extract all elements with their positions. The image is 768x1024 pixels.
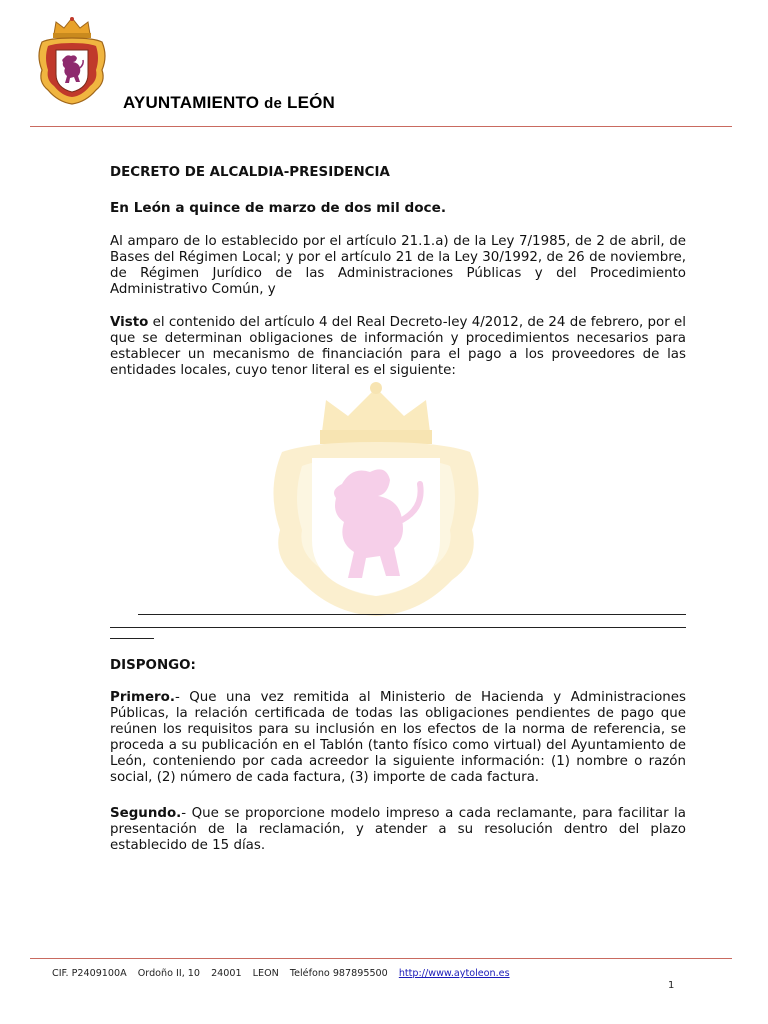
- visto-lead: Visto: [110, 315, 149, 330]
- org-name-city: LEÓN: [287, 93, 336, 112]
- org-name-de: de: [264, 95, 283, 112]
- segundo-text: - Que se proporcione modelo impreso a cada reclamante, para facilitar la presentación de la reclamación, y atender a su resolución dentro del plazo establecido de 15 días.: [110, 806, 686, 853]
- segundo-lead: Segundo.: [110, 806, 182, 821]
- footer-city: LEON: [252, 968, 279, 979]
- blank-line: [110, 627, 686, 628]
- decree-dateline: En León a quince de marzo de dos mil doce.: [110, 200, 447, 216]
- blank-line: [138, 614, 686, 615]
- primero-text: - Que una vez remitida al Ministerio de Hacienda y Administraciones Públicas, la relación certificada de todas las obligaciones pendientes de pago que reúnen los requisitos para su inclusión en los efectos de la norma de referencia, se proceda a su publicación en el Tablón (tanto físico como virtual) del Ayuntamiento de León, conteniendo por cada acreedor la siguiente información: (1) nombre o razón social, (2) número de cada factura, (3) importe de cada factura.: [110, 690, 686, 785]
- primero-lead: Primero.: [110, 690, 175, 705]
- primero-paragraph: [110, 690, 686, 786]
- header-divider: [30, 126, 732, 127]
- legal-basis-paragraph: Al amparo de lo establecido por el artículo 21.1.a) de la Ley 7/1985, de 2 de abril, de Bases del Régimen Local; y por el artículo 21 de la Ley 30/1992, de 26 de noviembre, de Régimen Jurídico de las Administraciones Públicas y del Procedimiento Administrativo Común, y: [110, 234, 686, 297]
- footer-divider: [30, 958, 732, 959]
- footer-website-link[interactable]: http://www.aytoleon.es: [398, 968, 510, 979]
- footer-cif: CIF. P2409100A: [52, 968, 127, 979]
- footer: [52, 968, 510, 979]
- visto-paragraph: [110, 315, 686, 379]
- page-number: 1: [668, 980, 675, 991]
- footer-address: Ordoño II, 10: [137, 968, 201, 979]
- segundo-paragraph: [110, 806, 686, 854]
- visto-text: el contenido del artículo 4 del Real Decreto-ley 4/2012, de 24 de febrero, por el que se determinan obligaciones de información y procedimientos necesarios para establecer un mecanismo de financiación para el pago a los proveedores de las entidades locales, cuyo tenor literal es el siguiente:: [110, 315, 686, 378]
- coat-of-arms-watermark-icon: [262, 380, 490, 616]
- dispongo-heading: DISPONGO:: [110, 658, 196, 673]
- coat-of-arms-logo-icon: [34, 16, 110, 106]
- org-name-main: AYUNTAMIENTO: [123, 93, 260, 112]
- footer-postcode: 24001: [211, 968, 242, 979]
- organization-name: [123, 93, 335, 113]
- decree-title: DECRETO DE ALCALDIA-PRESIDENCIA: [110, 165, 390, 180]
- footer-phone: Teléfono 987895500: [289, 968, 388, 979]
- blank-line: [110, 638, 154, 639]
